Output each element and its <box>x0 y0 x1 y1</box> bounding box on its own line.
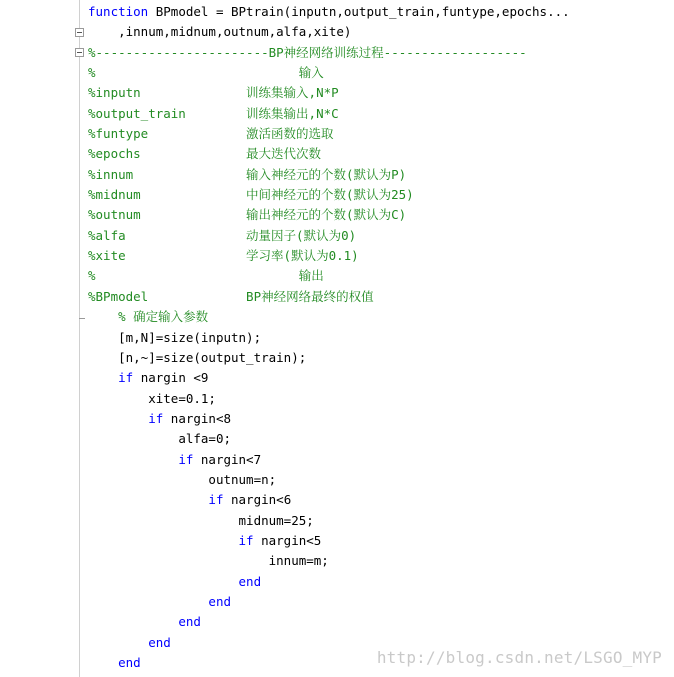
code-line[interactable] <box>88 572 570 592</box>
indent <box>88 24 118 39</box>
comment-token: %outnum 输出神经元的个数(默认为C) <box>88 207 407 223</box>
keyword-token: end <box>148 634 171 650</box>
code-line[interactable] <box>88 409 570 429</box>
code-token: innum=m; <box>268 553 329 569</box>
indent <box>88 614 178 629</box>
code-token: ,innum,midnum,outnum,alfa,xite) <box>118 24 352 40</box>
indent <box>88 594 208 609</box>
comment-token: %epochs 最大迭代次数 <box>88 146 322 162</box>
keyword-token: if <box>148 410 164 426</box>
indent <box>88 655 118 670</box>
fold-collapse-icon[interactable] <box>75 28 84 37</box>
comment-token: %xite 学习率(默认为0.1) <box>88 248 359 264</box>
indent <box>88 513 239 528</box>
code-token: xite=0.1; <box>148 390 216 406</box>
indent <box>88 370 118 385</box>
code-line[interactable] <box>88 531 570 551</box>
code-line[interactable] <box>88 266 570 286</box>
code-line[interactable] <box>88 368 570 388</box>
indent <box>88 574 239 589</box>
keyword-token: end <box>208 593 231 609</box>
indent <box>88 411 148 426</box>
code-line[interactable] <box>88 43 570 63</box>
code-line[interactable] <box>88 287 570 307</box>
code-line[interactable] <box>88 22 570 42</box>
code-line[interactable] <box>88 612 570 632</box>
comment-token: %midnum 中间神经元的个数(默认为25) <box>88 187 414 203</box>
code-line[interactable] <box>88 592 570 612</box>
code-line[interactable] <box>88 450 570 470</box>
code-line[interactable] <box>88 165 570 185</box>
keyword-token: end <box>178 614 201 630</box>
code-line[interactable] <box>88 348 570 368</box>
fold-end-icon <box>79 318 85 319</box>
code-token: [n,~]=size(output_train); <box>118 349 307 365</box>
fold-collapse-icon[interactable] <box>75 48 84 57</box>
indent <box>88 309 118 324</box>
code-line[interactable] <box>88 226 570 246</box>
keyword-token: function <box>88 4 149 19</box>
comment-token: %-----------------------BP神经网络训练过程------------------- <box>88 44 527 60</box>
indent <box>88 330 118 345</box>
code-line[interactable] <box>88 63 570 83</box>
code-lines[interactable] <box>88 2 570 673</box>
code-line[interactable] <box>88 328 570 348</box>
indent <box>88 350 118 365</box>
code-line[interactable] <box>88 429 570 449</box>
code-line[interactable] <box>88 124 570 144</box>
indent <box>88 391 148 406</box>
code-token: nargin<6 <box>223 492 292 508</box>
watermark: http://blog.csdn.net/LSGO_MYP <box>376 648 662 667</box>
code-token: alfa=0; <box>178 431 231 447</box>
code-token: [m,N]=size(inputn); <box>118 329 262 345</box>
comment-token: % 确定输入参数 <box>118 309 209 325</box>
code-token: nargin<5 <box>253 532 322 548</box>
keyword-token: if <box>238 532 254 548</box>
keyword-token: if <box>208 492 224 508</box>
comment-token: % 输出 <box>88 268 324 284</box>
indent <box>88 533 239 548</box>
keyword-token: end <box>118 655 141 670</box>
comment-token: %innum 输入神经元的个数(默认为P) <box>88 166 407 182</box>
comment-token: %inputn 训练集输入,N*P <box>88 85 339 101</box>
code-token: nargin<7 <box>193 451 262 467</box>
code-token: nargin<8 <box>163 410 232 426</box>
code-line[interactable] <box>88 104 570 124</box>
comment-token: %output_train 训练集输出,N*C <box>88 105 339 121</box>
code-token: outnum=n; <box>208 471 277 487</box>
indent <box>88 492 208 507</box>
comment-token: %funtype 激活函数的选取 <box>88 126 334 142</box>
code-line[interactable] <box>88 551 570 571</box>
code-token: nargin <9 <box>133 370 209 386</box>
code-line[interactable] <box>88 490 570 510</box>
code-line[interactable] <box>88 246 570 266</box>
indent <box>88 452 178 467</box>
code-line[interactable] <box>88 205 570 225</box>
indent <box>88 431 178 446</box>
indent <box>88 553 269 568</box>
code-line[interactable] <box>88 144 570 164</box>
indent <box>88 635 148 650</box>
fold-gutter-line <box>79 0 80 677</box>
code-line[interactable] <box>88 2 570 22</box>
comment-token: %alfa 动量因子(默认为0) <box>88 227 357 243</box>
code-token: midnum=25; <box>238 512 314 528</box>
code-line[interactable] <box>88 389 570 409</box>
keyword-token: end <box>238 573 262 589</box>
keyword-token: if <box>118 370 134 386</box>
comment-token: % 输入 <box>88 65 324 81</box>
code-line[interactable] <box>88 470 570 490</box>
code-line[interactable] <box>88 307 570 327</box>
code-line[interactable] <box>88 83 570 103</box>
code-token: BPmodel = BPtrain(inputn,output_train,funtype,epochs... <box>148 4 570 19</box>
keyword-token: if <box>178 451 194 467</box>
code-line[interactable] <box>88 511 570 531</box>
indent <box>88 472 208 487</box>
code-line[interactable] <box>88 185 570 205</box>
comment-token: %BPmodel BP神经网络最终的权值 <box>88 288 374 304</box>
